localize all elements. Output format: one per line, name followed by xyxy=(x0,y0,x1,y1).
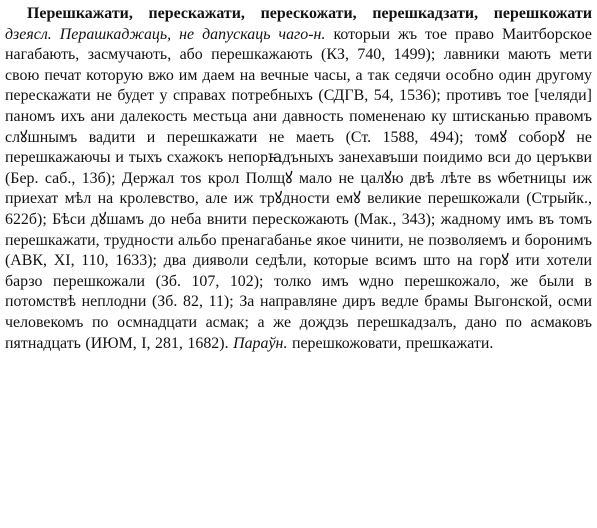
headword: Перешкажати, перескажати, перескожати, перешкадзати, перешкожати xyxy=(27,5,592,22)
parallels-label: Параўн. xyxy=(233,334,288,352)
grammar-label: дзеясл. xyxy=(5,25,52,43)
dictionary-entry xyxy=(5,4,592,354)
parallels-text: перешкожовати, прешкажати. xyxy=(291,334,494,352)
citations-text: которыи жъ тое право Маитборское нагабають, засмучають, або перешкажають (КЗ, 740, 1499); лавники мають мети свою печат которую вжо им даем на вечные часы, а так седячи особно один другому перескажати не будет у справах потребныхъ (СДГВ, 54, 1536); противъ тое [челяди] паномъ ихъ ани далекость местьца ани давность помененаю ку штисканью правомъ слꙋшнымъ вадити и перешкажати не маеть (Ст. 1588, 494); томꙋ соборꙋ не перешкажаючы и тыхъ схажокъ непорꙗдъныхъ занехавъши поидимо вси до церъкви (Бер. саб., 13б); Держал тоѕ крол Полщꙋ мало не цалꙋю двѣ лѣте вѕ ѡбетницы иж приехат мѣл на кролевство, але иж трꙋдности емꙋ великие перешкожали (Стрыйк., 622б); Бѣси дꙋшамъ до неба внити перескожають (Мак., 343); жадному имъ въ томъ перешкажати, трудности альбо пренагабанье якое чинити, не позволяемъ и боронимъ (АВК, XI, 110, 1633); два дияволи седѣли, которые всимъ што на горꙋ ити хотели барзо перешкожали (Зб. 107, 102); толко имъ ѡдно перешкожало, же были в потомствѣ неплодни (Зб. 82, 11); За направляне диръ ведле брамы Выгонской, осми человекомъ по осмнадцати асмак; а же доҗдзь перешкадзалъ, дано по асмаковъ пятнадцать (ИЮМ, I, 281, 1682). xyxy=(5,25,592,352)
definition-gloss: Перашкаджаць, не дапускаць чаго-н. xyxy=(59,25,326,43)
